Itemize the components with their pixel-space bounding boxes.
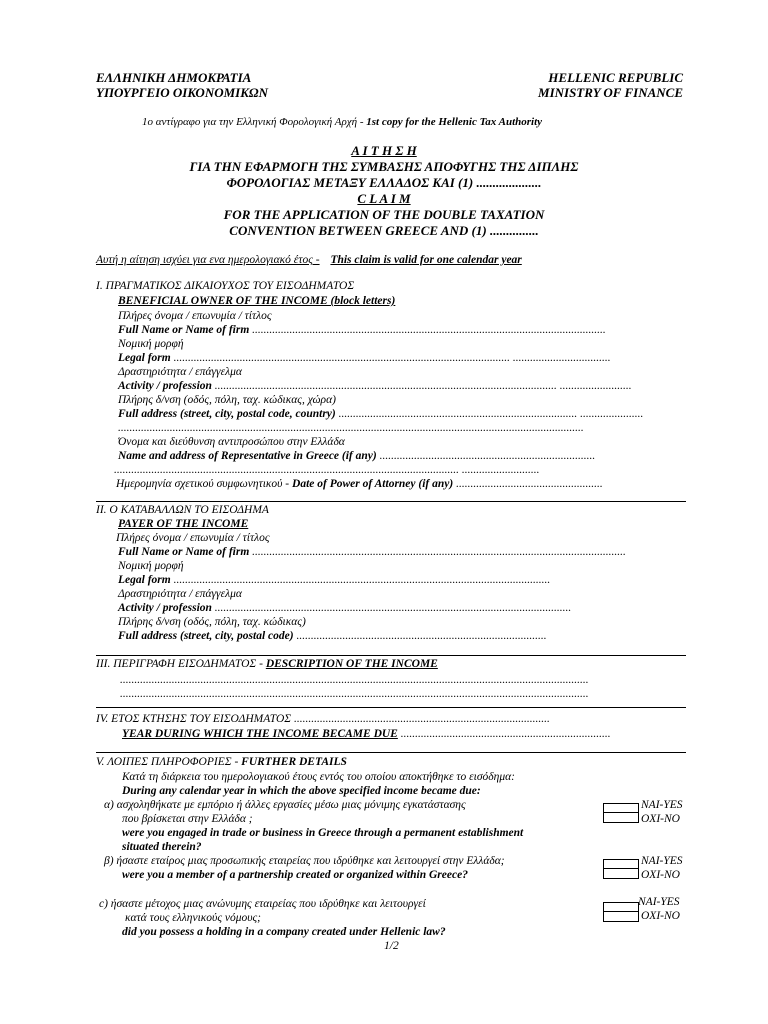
s1-activity-en: Activity / profession xyxy=(118,380,212,392)
section1-heading: I. ΠΡΑΓΜΑΤΙΚΟΣ ΔΙΚΑΙΟΥΧΟΣ ΤΟΥ ΕΙΣΟΔΗΜΑΤΟΣ xyxy=(96,280,355,292)
page-number: 1/2 xyxy=(384,940,399,952)
s5-qc-no: OXI-NO xyxy=(641,910,680,922)
s5-qa-yes: NAI-YES xyxy=(641,799,683,811)
s1-rep-field[interactable]: Name and address of Representative in Greece (if any) ........................................................................... xyxy=(118,450,596,462)
copy-note-gr: 1ο αντίγραφο για την Ελληνική Φορολογική Αρχή - xyxy=(142,116,364,128)
s5-qb-en: were you a member of a partnership created or organized within Greece? xyxy=(122,869,468,881)
s3-description-line1[interactable]: ................................................................................................................................................................... xyxy=(120,674,589,686)
s3-description-line2[interactable]: ................................................................................................................................................................... xyxy=(120,688,589,700)
s4-year-field[interactable]: IV. ΕΤΟΣ ΚΤΗΣΗΣ ΤΟΥ ΕΙΣΟΔΗΜΑΤΟΣ ......................................................................................... xyxy=(96,713,550,725)
s2-address-en: Full address (street, city, postal code) xyxy=(118,630,294,642)
divider-3 xyxy=(96,707,686,708)
s1-poa-gr: Ημερομηνία σχετικού συμφωνητικού - xyxy=(116,478,290,490)
s1-rep-gr: Όνομα και διεύθυνση αντιπροσώπου στην Ελλάδα xyxy=(118,436,345,448)
title-en-line2: CONVENTION BETWEEN GREECE AND (1) ............... xyxy=(229,223,539,238)
title-en-line1: FOR THE APPLICATION OF THE DOUBLE TAXATION xyxy=(223,207,545,222)
title-gr-line1: ΓΙΑ ΤΗΝ ΕΦΑΡΜΟΓΗ ΤΗΣ ΣΥΜΒΑΣΗΣ ΑΠΟΦΥΓΗΣ ΤΗΣ ΔΙΠΛΗΣ xyxy=(189,159,579,174)
s1-legal-gr: Νομική μορφή xyxy=(118,338,184,350)
section3-heading xyxy=(96,658,438,670)
divider-2 xyxy=(96,655,686,656)
s5-qb-checkbox[interactable] xyxy=(603,859,639,879)
copy-note xyxy=(142,116,542,128)
s1-legal-field[interactable]: Legal form ..................................................................................................................... .................................. xyxy=(118,352,611,364)
s2-address-gr: Πλήρης δ/νση (οδός, πόλη, ταχ. κώδικας) xyxy=(118,616,306,628)
section2-subheading: PAYER OF THE INCOME xyxy=(118,518,249,530)
validity-en: This claim is valid for one calendar year xyxy=(330,254,522,266)
s2-name-en: Full Name or Name of firm xyxy=(118,546,250,558)
copy-note-en: 1st copy for the Hellenic Tax Authority xyxy=(366,116,543,128)
s2-legal-gr: Νομική μορφή xyxy=(118,560,184,572)
s5-qc-checkbox[interactable] xyxy=(603,902,639,922)
section3-heading-gr: III. ΠΕΡΙΓΡΑΦΗ ΕΙΣΟΔΗΜΑΤΟΣ - xyxy=(96,658,263,670)
s5-qc-yes: NAI-YES xyxy=(638,896,680,908)
header-en-line1: HELLENIC REPUBLIC xyxy=(548,70,683,85)
s5-qa-en1: were you engaged in trade or business in Greece through a permanent establishment xyxy=(122,827,524,839)
s1-name-field[interactable]: Full Name or Name of firm ........................................................................................................................... xyxy=(118,324,606,336)
s2-legal-en: Legal form xyxy=(118,574,171,586)
s5-qa-checkbox[interactable] xyxy=(603,803,639,823)
validity-note xyxy=(96,254,522,266)
s1-legal-en: Legal form xyxy=(118,352,171,364)
s1-name-en: Full Name or Name of firm xyxy=(118,324,250,336)
s5-intro-gr: Κατά τη διάρκεια του ημερολογιακού έτους εντός του οποίου αποκτήθηκε το εισόδημα: xyxy=(122,771,515,783)
header-gr-line2: ΥΠΟΥΡΓΕΙΟ ΟΙΚΟΝΟΜΙΚΩΝ xyxy=(96,85,268,100)
s5-qb-gr: β) ήσαστε εταίρος μιας προσωπικής εταιρείας που ιδρύθηκε και λειτουργεί στην Ελλάδα; xyxy=(104,855,505,867)
s2-address-field[interactable]: Full address (street, city, postal code) ....................................................................................... xyxy=(118,630,547,642)
s4-year-field-en[interactable]: YEAR DURING WHICH THE INCOME BECAME DUE ......................................................................... xyxy=(122,728,611,740)
s5-qc-gr2: κατά τους ελληνικούς νόμους; xyxy=(125,912,262,924)
s5-qa-en2: situated therein? xyxy=(122,841,202,853)
section3-heading-en: DESCRIPTION OF THE INCOME xyxy=(265,658,438,670)
s1-address-line2[interactable]: .................................................................................................................................................................. xyxy=(118,422,584,434)
s1-activity-field[interactable]: Activity / profession ....................................................................................................................... ......................... xyxy=(118,380,632,392)
s5-qc-en: did you possess a holding in a company created under Hellenic law? xyxy=(122,926,446,938)
section1-subheading: BENEFICIAL OWNER OF THE INCOME (block letters) xyxy=(118,295,396,307)
s5-qa-gr2: που βρίσκεται στην Ελλάδα ; xyxy=(122,813,253,825)
header-gr-line1: ΕΛΛΗΝΙΚΗ ΔΗΜΟΚΡΑΤΙΑ xyxy=(96,70,252,85)
s2-activity-field[interactable]: Activity / profession ............................................................................................................................ xyxy=(118,602,572,614)
section4-heading-gr: IV. ΕΤΟΣ ΚΤΗΣΗΣ ΤΟΥ ΕΙΣΟΔΗΜΑΤΟΣ xyxy=(96,713,292,725)
section5-heading-en: FURTHER DETAILS xyxy=(241,756,347,768)
s5-intro-en: During any calendar year in which the above specified income became due: xyxy=(122,785,481,797)
divider-4 xyxy=(96,752,686,753)
s2-legal-field[interactable]: Legal form ................................................................................................................................... xyxy=(118,574,551,586)
title-gr-word: Α Ι Τ Η Σ Η xyxy=(351,143,417,158)
s1-address-field[interactable]: Full address (street, city, postal code, country) ................................................................................... ...................... xyxy=(118,408,644,420)
section4-heading-en: YEAR DURING WHICH THE INCOME BECAME DUE xyxy=(122,728,398,740)
s5-qc-gr1: c) ήσαστε μέτοχος μιας ανώνυμης εταιρείας που ιδρύθηκε και λειτουργεί xyxy=(99,898,426,910)
s5-qb-no: OXI-NO xyxy=(641,869,680,881)
section5-heading-gr: V. ΛΟΙΠΕΣ ΠΛΗΡΟΦΟΡΙΕΣ - xyxy=(96,756,239,768)
s1-rep-line2[interactable]: ........................................................................................................................ ........................... xyxy=(114,464,540,476)
s1-poa-field[interactable]: Ημερομηνία σχετικού συμφωνητικού - Date of Power of Attorney (if any) ................................................... xyxy=(116,478,603,490)
s5-qa-gr1: α) ασχοληθήκατε με εμπόριο ή άλλες εργασίες μέσω μιας μόνιμης εγκατάστασης xyxy=(104,799,466,811)
section2-heading: II. Ο ΚΑΤΑΒΑΛΛΩΝ ΤΟ ΕΙΣΟΔΗΜΑ xyxy=(96,504,269,516)
section5-heading xyxy=(96,756,347,768)
s5-qb-yes: NAI-YES xyxy=(641,855,683,867)
divider-1 xyxy=(96,501,686,502)
s2-name-field[interactable]: Full Name or Name of firm .................................................................................................................................. xyxy=(118,546,626,558)
s2-activity-en: Activity / profession xyxy=(118,602,212,614)
s1-name-gr: Πλήρες όνομα / επωνυμία / τίτλος xyxy=(118,310,272,322)
s2-name-gr: Πλήρες όνομα / επωνυμία / τίτλος xyxy=(116,532,270,544)
title-en-word: C L A I M xyxy=(357,191,411,206)
s1-activity-gr: Δραστηριότητα / επάγγελμα xyxy=(118,366,242,378)
s1-poa-en: Date of Power of Attorney (if any) xyxy=(292,478,454,490)
s2-activity-gr: Δραστηριότητα / επάγγελμα xyxy=(118,588,242,600)
s1-address-gr: Πλήρης δ/νση (οδός, πόλη, ταχ. κώδικας, χώρα) xyxy=(118,394,336,406)
s1-address-en: Full address (street, city, postal code, country) xyxy=(118,408,336,420)
header-en-line2: MINISTRY OF FINANCE xyxy=(538,85,683,100)
title-gr-line2: ΦΟΡΟΛΟΓΙΑΣ ΜΕΤΑΞΥ ΕΛΛΑΔΟΣ ΚΑΙ (1) .................... xyxy=(226,175,542,190)
s1-rep-en: Name and address of Representative in Greece (if any) xyxy=(118,450,377,462)
validity-gr: Αυτή η αίτηση ισχύει για ενα ημερολογιακό έτος - xyxy=(96,254,320,266)
s5-qa-no: OXI-NO xyxy=(641,813,680,825)
